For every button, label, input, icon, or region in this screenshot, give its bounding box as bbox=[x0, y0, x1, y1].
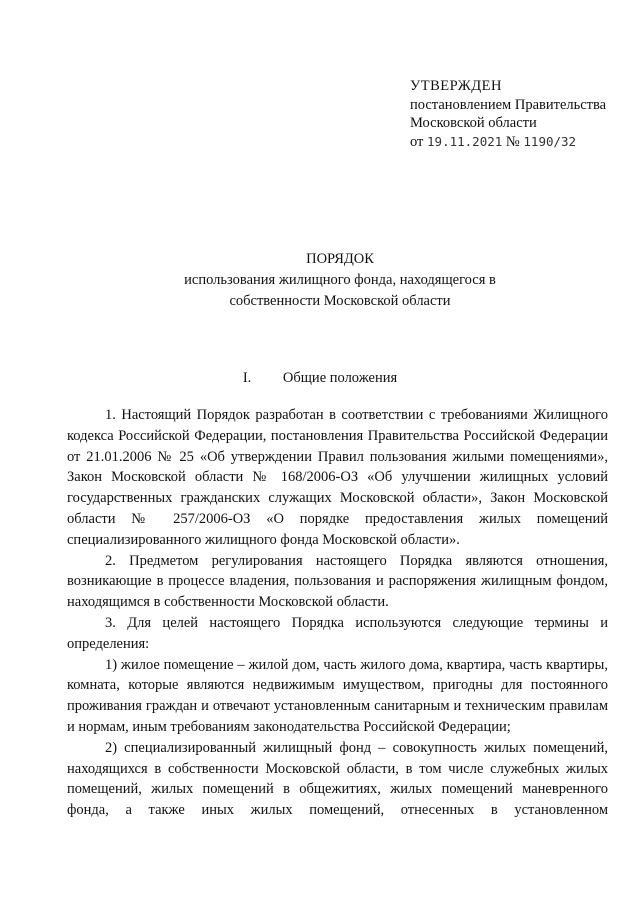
paragraph: 1) жилое помещение – жилой дом, часть жилого дома, квартира, часть квартиры, комната, которые являются недвижимым имуществом, пригодны для постоянного проживания граждан и отвечают установленным санитарным и техническим правилам и нормам, иным требованиям законодательства Российской Федерации; bbox=[67, 656, 608, 735]
title-subtitle-line-2: собственности Московской области bbox=[229, 293, 451, 309]
title-heading: ПОРЯДОК bbox=[306, 251, 374, 267]
paragraph: 2) специализированный жилищный фонд – совокупность жилых помещений, находящихся в собственности Московской области, в том числе служебных жилых помещений, жилых помещений в общежитиях, жилых помещений маневренного фонда, а также иных жилых помещений, отнесенных в установленном bbox=[67, 739, 608, 819]
title-subtitle-line-1: использования жилищного фонда, находящегося в bbox=[184, 272, 496, 288]
paragraph: 3. Для целей настоящего Порядка используются следующие термины и определения: bbox=[67, 614, 608, 652]
approval-stamp bbox=[410, 77, 606, 151]
approval-heading: УТВЕРЖДЕН bbox=[410, 78, 502, 94]
date-prefix: от bbox=[410, 133, 424, 150]
section-heading bbox=[0, 370, 640, 387]
paragraph: 2. Предметом регулирования настоящего Порядка являются отношения, возникающие в процессе владения, пользования и распоряжения жилищным фондом, находящимся в собственности Московской области. bbox=[67, 552, 608, 611]
document-title bbox=[60, 249, 620, 312]
approval-date: 19.11.2021 bbox=[427, 133, 503, 149]
section-title: Общие положения bbox=[282, 370, 398, 386]
number-prefix: № bbox=[505, 133, 520, 150]
section-number: I. bbox=[242, 370, 252, 386]
approval-date-line bbox=[410, 133, 606, 152]
document-body bbox=[67, 405, 608, 821]
paragraph: 1. Настоящий Порядок разработан в соответствии с требованиями Жилищного кодекса Российской Федерации, постановления Правительства Российской Федерации от 21.01.2006 № 25 «Об утверждении Правил пользования жилыми помещениями», Закон Московской области № 168/2006-ОЗ «Об улучшении жилищных условий государственных гражданских служащих Московской области», Закон Московской области № 257/2006-ОЗ «О порядке предоставления жилых помещений специализированного жилищного фонда Московской области». bbox=[67, 407, 608, 548]
approval-number: 1190/32 bbox=[523, 133, 577, 149]
approval-line-2: Московской области bbox=[410, 115, 537, 131]
approval-line-1: постановлением Правительства bbox=[410, 96, 607, 113]
